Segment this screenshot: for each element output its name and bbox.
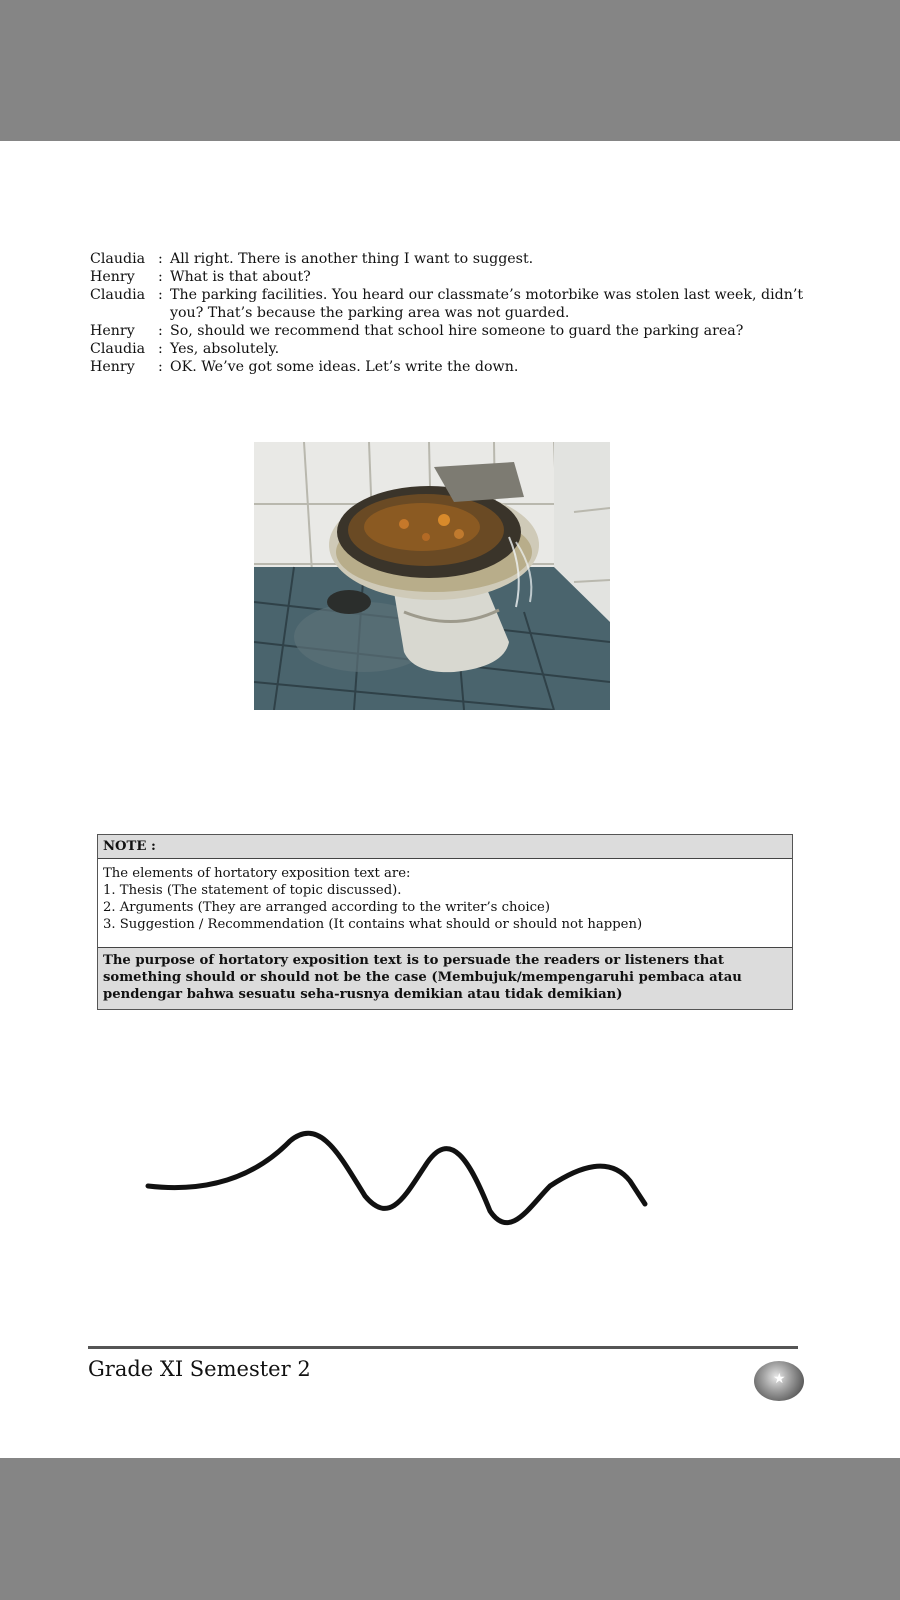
note-box <box>97 834 793 1010</box>
separator: : <box>158 269 163 285</box>
dialogue-text: Yes, absolutely. <box>170 341 280 357</box>
speaker-name: Claudia <box>90 341 146 357</box>
separator: : <box>158 251 163 267</box>
speaker-name: Henry <box>90 269 135 285</box>
dialogue-text: OK. We’ve got some ideas. Let’s write the down. <box>170 359 519 375</box>
dialogue-line <box>90 286 810 322</box>
separator: : <box>158 341 163 357</box>
note-element: 3. Suggestion / Recommendation (It contains what should or should not happen) <box>103 917 643 932</box>
dialogue-line <box>90 268 810 286</box>
note-body <box>98 859 792 948</box>
footer-divider <box>88 1346 798 1349</box>
dialogue-line <box>90 358 810 376</box>
speaker-name: Henry <box>90 323 135 339</box>
separator: : <box>158 287 163 303</box>
dialogue-text: The parking facilities. You heard our classmate’s motorbike was stolen last week, didn’t you? That’s because the parking area was not guarded. <box>170 287 804 321</box>
dialogue-line <box>90 322 810 340</box>
top-band <box>0 0 900 141</box>
dialogue-text: What is that about? <box>170 269 311 285</box>
speaker-name: Claudia <box>90 251 146 267</box>
dialogue-line <box>90 340 810 358</box>
speaker-name: Claudia <box>90 287 146 303</box>
document-page <box>0 141 900 1458</box>
star-badge-icon: ★ <box>754 1361 804 1401</box>
note-heading: NOTE : <box>98 835 792 859</box>
note-purpose: The purpose of hortatory exposition text is to persuade the readers or listeners that something should or should not be the case (Membujuk/mempengaruhi pembaca atau pendengar bahwa sesuatu seha-rusnya demikian atau tidak demikian) <box>103 953 742 1002</box>
footer-label: Grade XI Semester 2 <box>88 1357 311 1381</box>
note-element: 2. Arguments (They are arranged according to the writer’s choice) <box>103 900 550 915</box>
dialogue-text: All right. There is another thing I want to suggest. <box>170 251 534 267</box>
separator: : <box>158 323 163 339</box>
note-intro: The elements of hortatory exposition text are: <box>103 866 411 881</box>
dialogue <box>90 250 810 376</box>
dialogue-text: So, should we recommend that school hire someone to guard the parking area? <box>170 323 744 339</box>
decorative-squiggle <box>140 1116 680 1236</box>
broken-toilet-photo <box>254 442 610 710</box>
bottom-band <box>0 1458 900 1600</box>
note-element: 1. Thesis (The statement of topic discussed). <box>103 883 402 898</box>
separator: : <box>158 359 163 375</box>
dialogue-line <box>90 250 810 268</box>
speaker-name: Henry <box>90 359 135 375</box>
